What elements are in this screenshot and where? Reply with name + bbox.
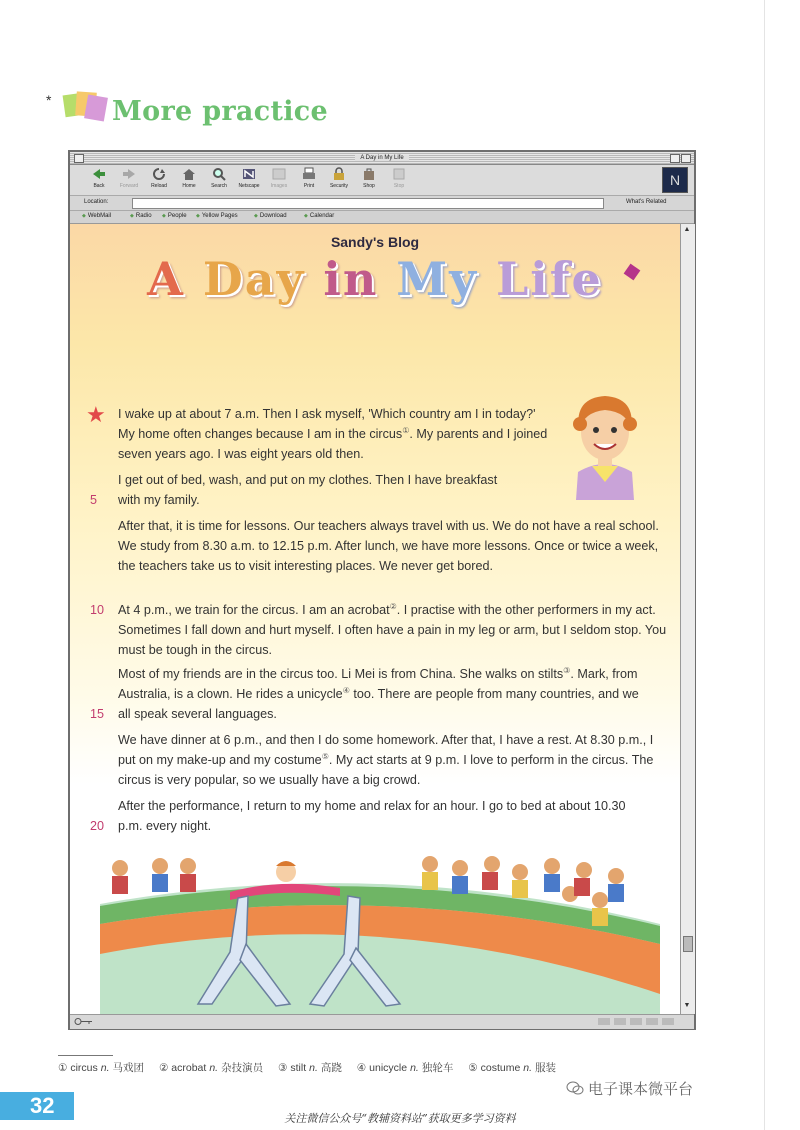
section-icon xyxy=(62,88,108,124)
scroll-thumb[interactable] xyxy=(683,936,693,952)
home-icon xyxy=(181,167,197,181)
footnote-pos: n. xyxy=(309,1062,318,1074)
sandy-portrait-illustration xyxy=(562,386,648,500)
shop-button[interactable] xyxy=(354,167,384,189)
netscape-icon xyxy=(241,167,257,181)
title-word: Day xyxy=(202,252,306,306)
footnote-number: ⑤ xyxy=(468,1062,478,1074)
title-word: A xyxy=(147,252,185,306)
component-bar-icons[interactable] xyxy=(598,1017,688,1026)
footnote-pos: n. xyxy=(209,1062,219,1074)
footnote-marker: ② xyxy=(389,601,397,611)
section-marker: * xyxy=(46,92,52,108)
netscape-throbber-logo[interactable]: N xyxy=(662,167,688,193)
footnote-pos: n. xyxy=(410,1062,419,1074)
radio-link[interactable]: ◆ Radio xyxy=(130,213,152,219)
title-word: Life xyxy=(495,252,603,306)
navigation-toolbar xyxy=(70,165,694,196)
search-button[interactable] xyxy=(204,167,234,189)
blog-paragraph: After the performance, I return to my home and relax for an hour. I go to bed at about 10.30 p.m. every night. xyxy=(118,799,626,833)
footnote-marker: ① xyxy=(402,425,410,435)
zoom-box-button[interactable] xyxy=(670,154,680,163)
location-label: Location: xyxy=(84,199,109,205)
footnote-meaning: 独轮车 xyxy=(421,1062,454,1074)
collapse-box-button[interactable] xyxy=(681,154,691,163)
stop-label: Stop xyxy=(393,183,405,189)
footnote-word: costume xyxy=(480,1062,521,1074)
security-label: Security xyxy=(329,183,349,189)
line-number: 10 xyxy=(90,603,105,617)
back-label: Back xyxy=(93,183,105,189)
footnote-pos: n. xyxy=(100,1062,110,1074)
download-link[interactable]: ◆ Download xyxy=(254,213,287,219)
people-link[interactable]: ◆ People xyxy=(162,213,187,219)
blog-title xyxy=(70,252,680,306)
print-button[interactable] xyxy=(294,167,324,189)
home-button[interactable] xyxy=(174,167,204,189)
security-button[interactable] xyxy=(324,167,354,189)
reload-icon xyxy=(151,167,167,181)
footnote-meaning: 高跷 xyxy=(320,1062,342,1074)
netscape-button[interactable] xyxy=(234,167,264,189)
footnote-number: ② xyxy=(158,1062,169,1074)
stop-button[interactable] xyxy=(384,167,414,189)
footnote-marker: ④ xyxy=(342,685,350,695)
calendar-link[interactable]: ◆ Calendar xyxy=(304,213,334,219)
location-input[interactable] xyxy=(132,198,604,209)
blog-paragraph: After that, it is time for lessons. Our teachers always travel with us. We do not have a real school. We study from 8.30 a.m. to 12.15 p.m. After lunch, we have more lessons. Once or twice a week, the teachers take us to visit interesting places. We never get bored. xyxy=(118,519,659,573)
footnote-number: ③ xyxy=(278,1062,288,1074)
blog-paragraph: At 4 p.m., we train for the circus. I am an acrobat②. I practise with the other performers in my act. Sometimes I fall down and hurt myself. I often have a pain in my leg or arm, but I seldom stop. You must be tough in the circus. xyxy=(118,601,667,657)
images-icon xyxy=(271,167,287,181)
wechat-icon xyxy=(566,1080,584,1096)
blog-paragraph: I wake up at about 7 a.m. Then I ask myself, 'Which country am I in today?' My home often changes because I am in the circus①. My parents and I joined seven years ago. I was eight years old then. xyxy=(118,407,548,461)
yellow-pages-link[interactable]: ◆ Yellow Pages xyxy=(196,213,238,219)
line-number: 15 xyxy=(90,707,105,721)
footnote-word: unicycle xyxy=(369,1062,408,1074)
blog-paragraph: I get out of bed, wash, and put on my clothes. Then I have breakfast with my family. xyxy=(118,473,498,507)
webmail-link[interactable]: ◆ WebMail xyxy=(82,213,111,219)
back-arrow-icon xyxy=(91,167,107,181)
blog-name: Sandy's Blog xyxy=(330,234,420,250)
footnote-pos: n. xyxy=(523,1062,533,1074)
footnote-meaning: 杂技演员 xyxy=(221,1062,264,1074)
search-icon xyxy=(211,167,227,181)
search-label: Search xyxy=(211,183,227,189)
images-label: Images xyxy=(270,183,288,189)
security-key-icon[interactable] xyxy=(74,1017,94,1026)
back-button[interactable] xyxy=(84,167,114,189)
footnote-word: circus xyxy=(70,1062,98,1074)
scroll-up-arrow-icon[interactable]: ▲ xyxy=(683,226,691,233)
padlock-icon xyxy=(331,167,347,181)
window-title: A Day in My Life xyxy=(355,155,408,161)
line-number: 20 xyxy=(90,819,105,833)
whats-related-button[interactable]: What's Related xyxy=(626,199,667,205)
footnote-rule xyxy=(58,1055,113,1056)
reload-button[interactable] xyxy=(144,167,174,189)
forward-button[interactable] xyxy=(114,167,144,189)
watermark-text: 电子课本微平台 xyxy=(588,1081,694,1098)
status-bar xyxy=(70,1014,694,1029)
stop-icon xyxy=(391,167,407,181)
footnotes xyxy=(58,1060,556,1075)
personal-toolbar xyxy=(70,211,694,224)
title-word: My xyxy=(396,252,478,306)
print-label: Print xyxy=(303,183,315,189)
browser-window xyxy=(68,150,696,1030)
title-word: in xyxy=(323,252,379,306)
scroll-down-arrow-icon[interactable]: ▼ xyxy=(683,1002,691,1009)
footnote-meaning: 服装 xyxy=(535,1062,557,1074)
circus-acrobat-illustration xyxy=(100,844,660,1014)
page-binding-edge xyxy=(764,0,765,1130)
footnote-marker: ③ xyxy=(563,665,571,675)
images-button[interactable] xyxy=(264,167,294,189)
line-number: 5 xyxy=(90,493,98,507)
star-bullet-icon: ★ xyxy=(86,402,106,427)
section-title: More practice xyxy=(112,96,328,127)
footnote-word: acrobat xyxy=(171,1062,207,1074)
vertical-scrollbar[interactable] xyxy=(680,224,695,1014)
reload-label: Reload xyxy=(151,183,167,189)
window-titlebar[interactable] xyxy=(70,152,694,165)
shop-label: Shop xyxy=(363,183,375,189)
footnote-meaning: 马戏团 xyxy=(112,1062,145,1074)
location-bar xyxy=(70,196,694,211)
home-label: Home xyxy=(182,183,196,189)
footnote-marker: ⑤ xyxy=(321,751,329,761)
blog-paragraph: Most of my friends are in the circus too. Li Mei is from China. She walks on stilts③. Mark, from Australia, is a clown. He rides a unicycle④ too. There are people from many countries, and we all speak several languages. xyxy=(118,665,639,721)
footnote-number: ① xyxy=(58,1062,68,1074)
print-icon xyxy=(301,167,317,181)
promo-text: 关注微信公众号“教辅资料站”获取更多学习资料 xyxy=(284,1112,516,1125)
shop-bag-icon xyxy=(361,167,377,181)
web-page-content xyxy=(70,224,680,1014)
footnote-number: ④ xyxy=(356,1062,367,1074)
blog-paragraph: We have dinner at 6 p.m., and then I do some homework. After that, I have a rest. At 8.30 p.m., I put on my make-up and my costume⑤. My act starts at 9 p.m. I love to perform in the circus. The circus is very popular, so we usually have a big crowd. xyxy=(118,733,654,787)
page-number: 32 xyxy=(30,1093,55,1118)
forward-arrow-icon xyxy=(121,167,137,181)
netscape-label: Netscape xyxy=(238,183,260,189)
forward-label: Forward xyxy=(119,183,139,189)
footnote-word: stilt xyxy=(290,1062,307,1074)
